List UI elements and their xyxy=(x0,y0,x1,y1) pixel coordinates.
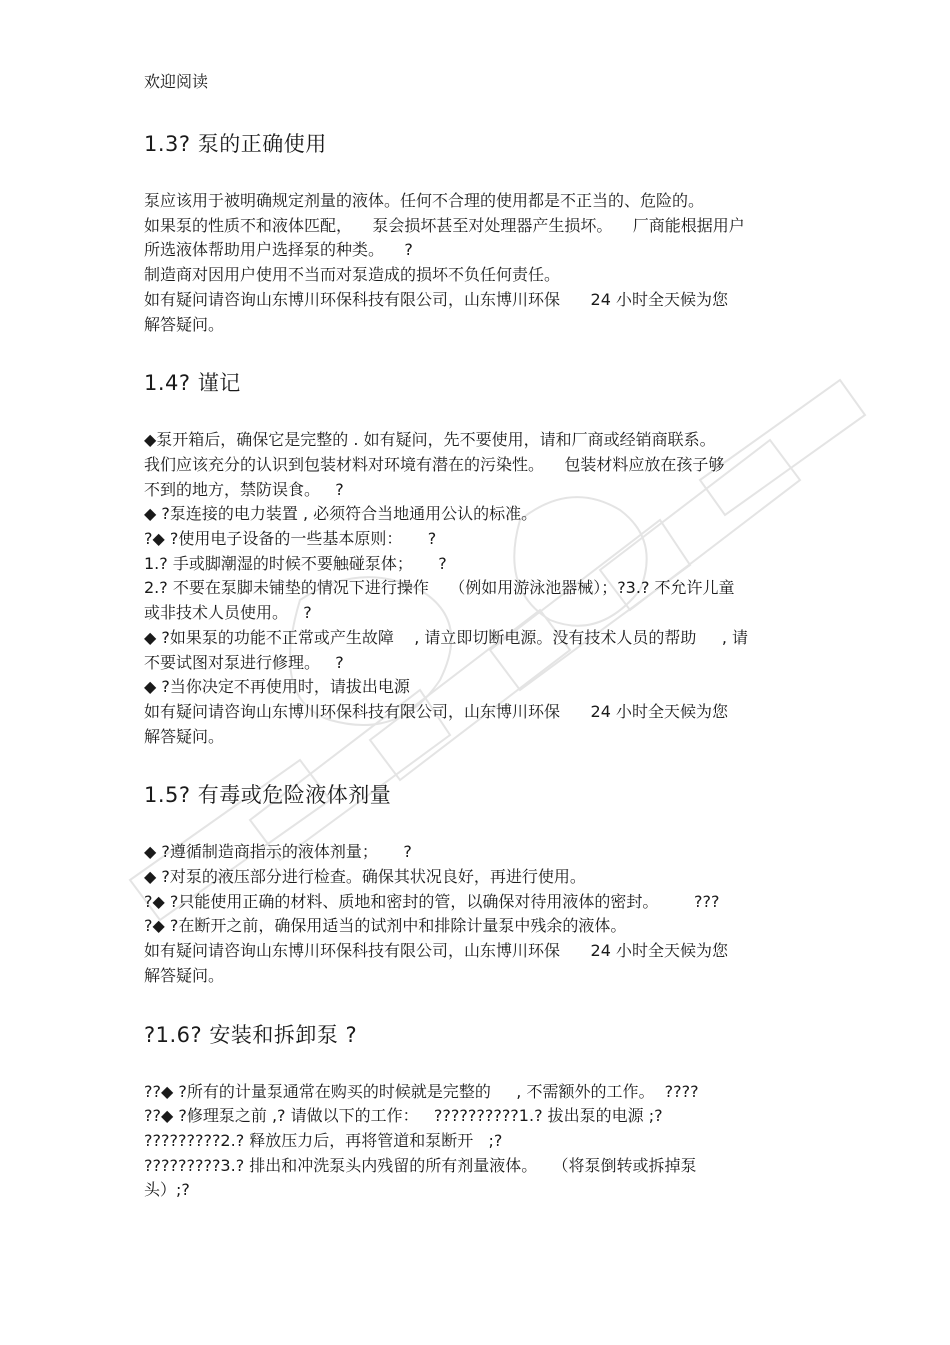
body-line: ◆ ?对泵的液压部分进行检查。确保其状况良好，再进行使用。 xyxy=(144,867,586,887)
section-body xyxy=(144,189,814,337)
body-line: 泵应该用于被明确规定剂量的液体。任何不合理的使用都是不正当的、危险的。 xyxy=(144,191,705,210)
body-line: 2.? 不要在泵脚未铺垫的情况下进行操作 （例如用游泳池器械）；?3.? 不允许儿童 xyxy=(144,578,735,598)
page-header: 欢迎阅读 xyxy=(144,72,209,91)
body-line: 解答疑问。 xyxy=(144,314,225,334)
section-title: 1.4? 谨记 xyxy=(144,371,241,396)
section-1-3 xyxy=(144,130,814,337)
section-1-4 xyxy=(144,369,814,749)
document-page xyxy=(144,68,814,1235)
body-line: 头）;? xyxy=(144,1180,190,1200)
body-line: ?????????2.? 释放压力后，再将管道和泵断开 ;? xyxy=(144,1130,503,1150)
body-line: 不到的地方，禁防误食。 ? xyxy=(144,479,344,499)
body-line: ?????????3.? 排出和冲洗泵头内残留的所有剂量液体。 （将泵倒转或拆掉泵 xyxy=(144,1155,697,1175)
section-title: ?1.6? 安装和拆卸泵 ? xyxy=(144,1022,358,1047)
section-1-5 xyxy=(144,781,814,988)
section-body xyxy=(144,428,814,749)
section-body xyxy=(144,840,814,988)
body-line: ◆ ?如果泵的功能不正常或产生故障 , 请立即切断电源。没有技术人员的帮助 , 请 xyxy=(144,627,749,647)
body-line: 如果泵的性质不和液体匹配， 泵会损坏甚至对处理器产生损坏。 厂商能根据用户 xyxy=(144,215,745,235)
body-line: 制造商对因用户使用不当而对泵造成的损坏不负任何责任。 xyxy=(144,265,561,285)
body-line: ?◆ ?只能使用正确的材料、质地和密封的管，以确保对待用液体的密封。 ??? xyxy=(144,891,720,911)
section-title: 1.5? 有毒或危险液体剂量 xyxy=(144,783,392,808)
body-line: ◆ ?当你决定不再使用时，请拔出电源 xyxy=(144,677,410,697)
body-line: ??◆ ?所有的计量泵通常在购买的时候就是完整的 , 不需额外的工作。 ???? xyxy=(144,1081,699,1101)
body-line: ??◆ ?修理泵之前 ,? 请做以下的工作： ??????????1.? 拔出泵的电源 ;? xyxy=(144,1106,663,1126)
body-line: 如有疑问请咨询山东博川环保科技有限公司，山东博川环保 24 小时全天候为您 xyxy=(144,289,728,309)
body-line: 1.? 手或脚潮湿的时候不要触碰泵体； ? xyxy=(144,553,447,573)
body-line: 解答疑问。 xyxy=(144,965,225,985)
body-line: 不要试图对泵进行修理。 ? xyxy=(144,652,344,672)
body-line: ◆泵开箱后，确保它是完整的 . 如有疑问，先不要使用，请和厂商或经销商联系。 xyxy=(144,430,716,450)
body-line: ◆ ?泵连接的电力装置 , 必须符合当地通用公认的标准。 xyxy=(144,504,538,524)
body-line: ◆ ?遵循制造商指示的液体剂量； ? xyxy=(144,842,412,862)
section-body xyxy=(144,1080,814,1204)
body-line: ?◆ ?使用电子设备的一些基本原则： ? xyxy=(144,529,437,549)
body-line: 如有疑问请咨询山东博川环保科技有限公司，山东博川环保 24 小时全天候为您 xyxy=(144,701,728,721)
body-line: 所选液体帮助用户选择泵的种类。 ? xyxy=(144,240,413,260)
body-line: 我们应该充分的认识到包装材料对环境有潜在的污染性。 包装材料应放在孩子够 xyxy=(144,454,725,474)
body-line: 解答疑问。 xyxy=(144,726,225,746)
body-line: 或非技术人员使用。 ? xyxy=(144,603,312,623)
body-line: ?◆ ?在断开之前，确保用适当的试剂中和排除计量泵中残余的液体。 xyxy=(144,916,627,936)
body-line: 如有疑问请咨询山东博川环保科技有限公司，山东博川环保 24 小时全天候为您 xyxy=(144,941,728,961)
section-1-6 xyxy=(144,1021,814,1204)
section-title: 1.3? 泵的正确使用 xyxy=(144,132,327,156)
